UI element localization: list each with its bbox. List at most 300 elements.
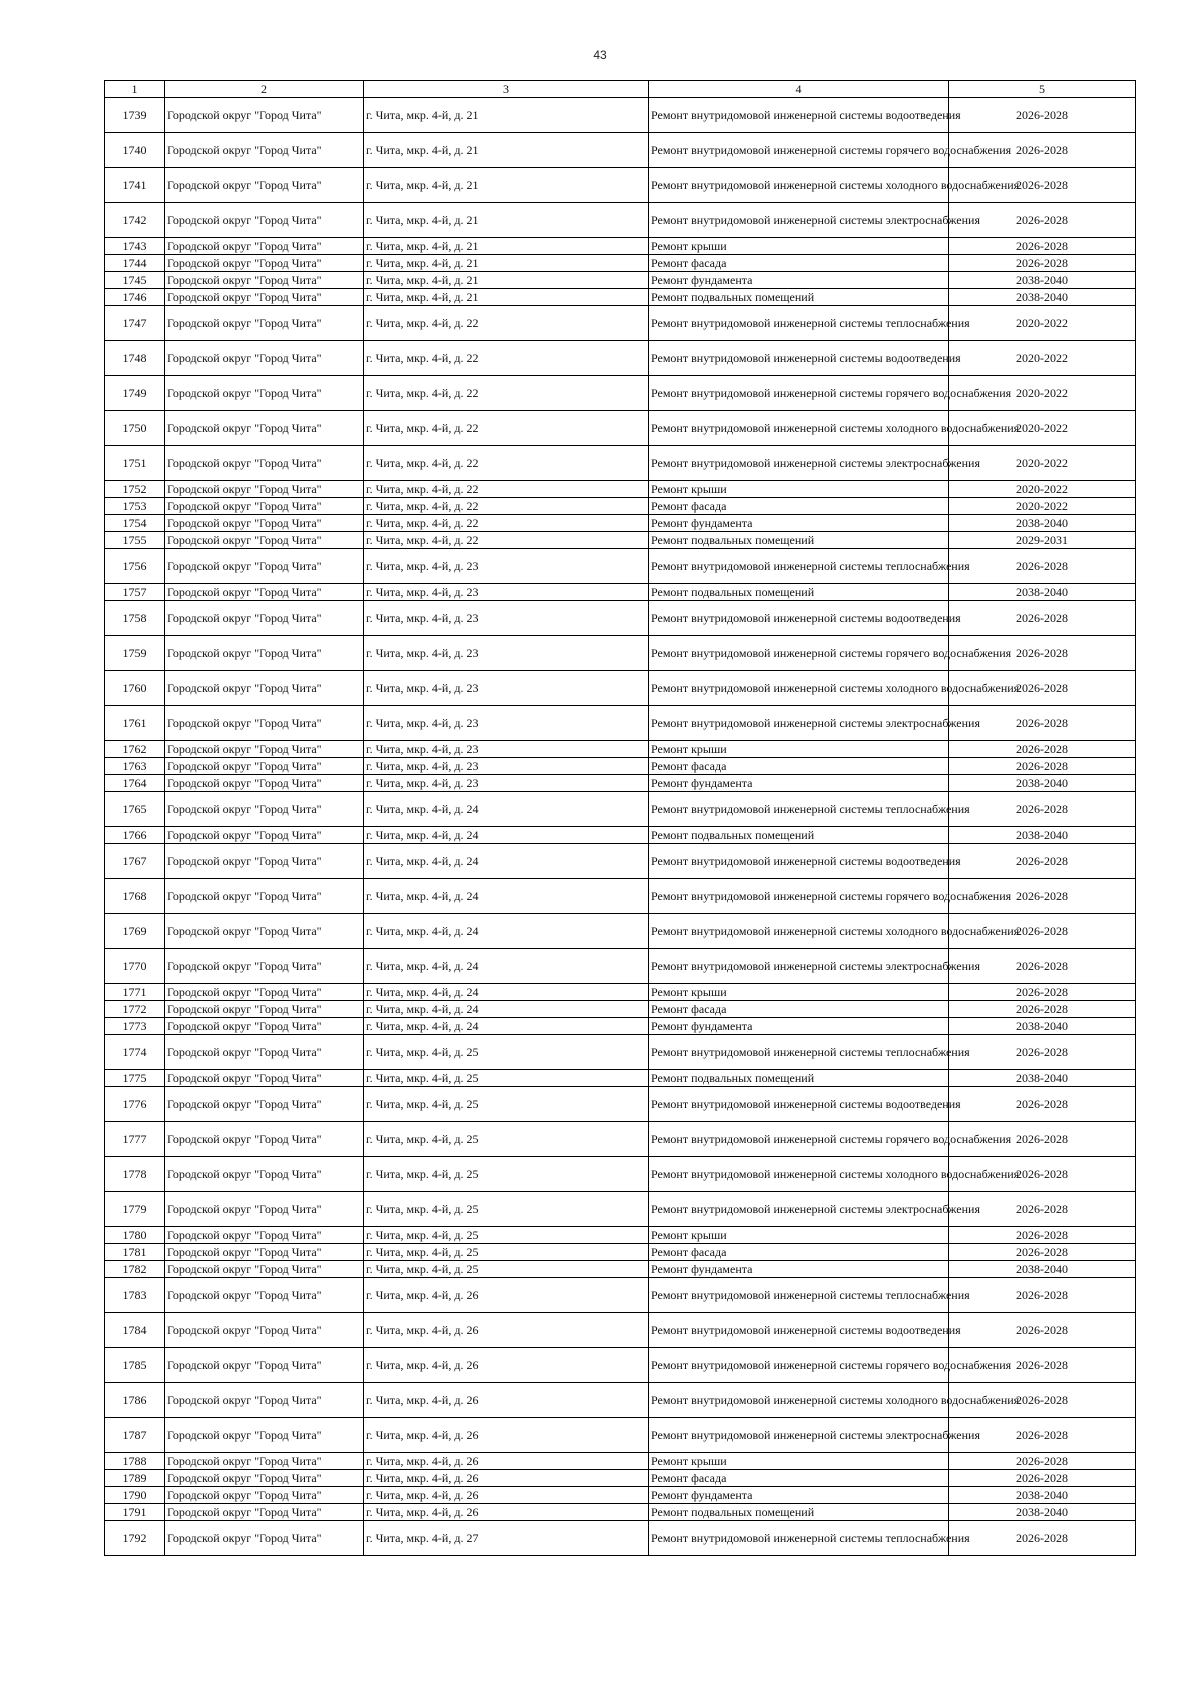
table-row: [105, 844, 1136, 879]
work-type-cell: Ремонт внутридомовой инженерной системы холодного водоснабжения: [649, 411, 949, 446]
address-cell: г. Чита, мкр. 4-й, д. 26: [364, 1313, 649, 1348]
work-type-cell: Ремонт фасада: [649, 1001, 949, 1018]
address-cell: г. Чита, мкр. 4-й, д. 22: [364, 498, 649, 515]
work-type-cell: Ремонт внутридомовой инженерной системы теплоснабжения: [649, 549, 949, 584]
row-number: 1747: [105, 306, 165, 341]
row-number: 1758: [105, 601, 165, 636]
address-cell: г. Чита, мкр. 4-й, д. 23: [364, 758, 649, 775]
municipality-cell: Городской округ "Город Чита": [165, 1018, 364, 1035]
address-cell: г. Чита, мкр. 4-й, д. 23: [364, 706, 649, 741]
table-row: [105, 1192, 1136, 1227]
table-row: [105, 203, 1136, 238]
address-cell: г. Чита, мкр. 4-й, д. 26: [364, 1383, 649, 1418]
period-cell: 2020-2022: [949, 376, 1136, 411]
work-type-cell: Ремонт внутридомовой инженерной системы теплоснабжения: [649, 792, 949, 827]
row-number: 1750: [105, 411, 165, 446]
address-cell: г. Чита, мкр. 4-й, д. 23: [364, 636, 649, 671]
municipality-cell: Городской округ "Город Чита": [165, 1261, 364, 1278]
row-number: 1765: [105, 792, 165, 827]
municipality-cell: Городской округ "Город Чита": [165, 1383, 364, 1418]
column-number-row: [105, 81, 1136, 98]
row-number: 1770: [105, 949, 165, 984]
municipality-cell: Городской округ "Город Чита": [165, 1470, 364, 1487]
row-number: 1786: [105, 1383, 165, 1418]
address-cell: г. Чита, мкр. 4-й, д. 24: [364, 914, 649, 949]
period-cell: 2026-2028: [949, 758, 1136, 775]
municipality-cell: Городской округ "Город Чита": [165, 584, 364, 601]
address-cell: г. Чита, мкр. 4-й, д. 25: [364, 1227, 649, 1244]
address-cell: г. Чита, мкр. 4-й, д. 22: [364, 515, 649, 532]
address-cell: г. Чита, мкр. 4-й, д. 25: [364, 1070, 649, 1087]
work-type-cell: Ремонт внутридомовой инженерной системы горячего водоснабжения: [649, 879, 949, 914]
period-cell: 2026-2028: [949, 255, 1136, 272]
municipality-cell: Городской округ "Город Чита": [165, 671, 364, 706]
address-cell: г. Чита, мкр. 4-й, д. 21: [364, 133, 649, 168]
row-number: 1741: [105, 168, 165, 203]
work-type-cell: Ремонт фундамента: [649, 272, 949, 289]
municipality-cell: Городской округ "Город Чита": [165, 1070, 364, 1087]
municipality-cell: Городской округ "Город Чита": [165, 272, 364, 289]
work-type-cell: Ремонт внутридомовой инженерной системы электроснабжения: [649, 203, 949, 238]
row-number: 1782: [105, 1261, 165, 1278]
work-type-cell: Ремонт внутридомовой инженерной системы горячего водоснабжения: [649, 376, 949, 411]
municipality-cell: Городской округ "Город Чита": [165, 515, 364, 532]
address-cell: г. Чита, мкр. 4-й, д. 21: [364, 238, 649, 255]
table-row: [105, 1487, 1136, 1504]
table-row: [105, 775, 1136, 792]
row-number: 1764: [105, 775, 165, 792]
municipality-cell: Городской округ "Город Чита": [165, 168, 364, 203]
period-cell: 2038-2040: [949, 1018, 1136, 1035]
table-body: [105, 98, 1136, 1556]
address-cell: г. Чита, мкр. 4-й, д. 25: [364, 1087, 649, 1122]
work-type-cell: Ремонт фасада: [649, 255, 949, 272]
row-number: 1781: [105, 1244, 165, 1261]
address-cell: г. Чита, мкр. 4-й, д. 25: [364, 1192, 649, 1227]
table-row: [105, 1278, 1136, 1313]
address-cell: г. Чита, мкр. 4-й, д. 21: [364, 255, 649, 272]
period-cell: 2026-2028: [949, 133, 1136, 168]
period-cell: 2020-2022: [949, 498, 1136, 515]
work-type-cell: Ремонт внутридомовой инженерной системы водоотведения: [649, 98, 949, 133]
table-row: [105, 671, 1136, 706]
work-type-cell: Ремонт внутридомовой инженерной системы холодного водоснабжения: [649, 1157, 949, 1192]
table-row: [105, 636, 1136, 671]
row-number: 1753: [105, 498, 165, 515]
period-cell: 2026-2028: [949, 1157, 1136, 1192]
municipality-cell: Городской округ "Город Чита": [165, 1348, 364, 1383]
table-row: [105, 706, 1136, 741]
work-type-cell: Ремонт подвальных помещений: [649, 1070, 949, 1087]
period-cell: 2026-2028: [949, 1348, 1136, 1383]
work-type-cell: Ремонт внутридомовой инженерной системы электроснабжения: [649, 1418, 949, 1453]
work-type-cell: Ремонт внутридомовой инженерной системы холодного водоснабжения: [649, 168, 949, 203]
address-cell: г. Чита, мкр. 4-й, д. 26: [364, 1504, 649, 1521]
table-row: [105, 601, 1136, 636]
work-type-cell: Ремонт крыши: [649, 1453, 949, 1470]
column-header: 2: [165, 81, 364, 98]
address-cell: г. Чита, мкр. 4-й, д. 24: [364, 844, 649, 879]
municipality-cell: Городской округ "Город Чита": [165, 827, 364, 844]
row-number: 1752: [105, 481, 165, 498]
table-row: [105, 1122, 1136, 1157]
period-cell: 2038-2040: [949, 775, 1136, 792]
address-cell: г. Чита, мкр. 4-й, д. 22: [364, 481, 649, 498]
municipality-cell: Городской округ "Город Чита": [165, 1521, 364, 1556]
period-cell: 2026-2028: [949, 1383, 1136, 1418]
table-row: [105, 792, 1136, 827]
row-number: 1788: [105, 1453, 165, 1470]
period-cell: 2026-2028: [949, 1278, 1136, 1313]
period-cell: 2026-2028: [949, 984, 1136, 1001]
work-type-cell: Ремонт внутридомовой инженерной системы теплоснабжения: [649, 1035, 949, 1070]
municipality-cell: Городской округ "Город Чита": [165, 1192, 364, 1227]
table-row: [105, 1348, 1136, 1383]
table-row: [105, 1070, 1136, 1087]
row-number: 1748: [105, 341, 165, 376]
municipality-cell: Городской округ "Город Чита": [165, 741, 364, 758]
municipality-cell: Городской округ "Город Чита": [165, 1157, 364, 1192]
period-cell: 2026-2028: [949, 792, 1136, 827]
address-cell: г. Чита, мкр. 4-й, д. 26: [364, 1278, 649, 1313]
municipality-cell: Городской округ "Город Чита": [165, 203, 364, 238]
table-row: [105, 481, 1136, 498]
municipality-cell: Городской округ "Город Чита": [165, 289, 364, 306]
row-number: 1771: [105, 984, 165, 1001]
municipality-cell: Городской округ "Город Чита": [165, 1313, 364, 1348]
row-number: 1739: [105, 98, 165, 133]
work-type-cell: Ремонт внутридомовой инженерной системы холодного водоснабжения: [649, 914, 949, 949]
work-type-cell: Ремонт внутридомовой инженерной системы водоотведения: [649, 601, 949, 636]
municipality-cell: Городской округ "Город Чита": [165, 446, 364, 481]
period-cell: 2038-2040: [949, 584, 1136, 601]
municipality-cell: Городской округ "Город Чита": [165, 481, 364, 498]
row-number: 1769: [105, 914, 165, 949]
row-number: 1751: [105, 446, 165, 481]
row-number: 1757: [105, 584, 165, 601]
work-type-cell: Ремонт внутридомовой инженерной системы теплоснабжения: [649, 1521, 949, 1556]
period-cell: 2029-2031: [949, 532, 1136, 549]
work-type-cell: Ремонт фундамента: [649, 775, 949, 792]
work-type-cell: Ремонт внутридомовой инженерной системы электроснабжения: [649, 1192, 949, 1227]
table-row: [105, 498, 1136, 515]
table-row: [105, 1313, 1136, 1348]
period-cell: 2020-2022: [949, 411, 1136, 446]
table-row: [105, 1244, 1136, 1261]
table-row: [105, 879, 1136, 914]
period-cell: 2026-2028: [949, 203, 1136, 238]
period-cell: 2026-2028: [949, 1470, 1136, 1487]
work-type-cell: Ремонт крыши: [649, 1227, 949, 1244]
period-cell: 2038-2040: [949, 289, 1136, 306]
municipality-cell: Городской округ "Город Чита": [165, 1487, 364, 1504]
address-cell: г. Чита, мкр. 4-й, д. 23: [364, 671, 649, 706]
municipality-cell: Городской округ "Город Чита": [165, 636, 364, 671]
table-row: [105, 758, 1136, 775]
municipality-cell: Городской округ "Город Чита": [165, 1244, 364, 1261]
municipality-cell: Городской округ "Город Чита": [165, 255, 364, 272]
row-number: 1755: [105, 532, 165, 549]
work-type-cell: Ремонт подвальных помещений: [649, 1504, 949, 1521]
period-cell: 2026-2028: [949, 706, 1136, 741]
row-number: 1760: [105, 671, 165, 706]
address-cell: г. Чита, мкр. 4-й, д. 25: [364, 1261, 649, 1278]
address-cell: г. Чита, мкр. 4-й, д. 24: [364, 792, 649, 827]
municipality-cell: Городской округ "Город Чита": [165, 1227, 364, 1244]
column-header: 4: [649, 81, 949, 98]
work-type-cell: Ремонт подвальных помещений: [649, 584, 949, 601]
address-cell: г. Чита, мкр. 4-й, д. 25: [364, 1035, 649, 1070]
period-cell: 2026-2028: [949, 671, 1136, 706]
period-cell: 2026-2028: [949, 1453, 1136, 1470]
period-cell: 2026-2028: [949, 1122, 1136, 1157]
work-type-cell: Ремонт внутридомовой инженерной системы холодного водоснабжения: [649, 1383, 949, 1418]
work-type-cell: Ремонт крыши: [649, 741, 949, 758]
column-header: 3: [364, 81, 649, 98]
table-row: [105, 1453, 1136, 1470]
address-cell: г. Чита, мкр. 4-й, д. 24: [364, 984, 649, 1001]
work-type-cell: Ремонт внутридомовой инженерной системы водоотведения: [649, 1313, 949, 1348]
period-cell: 2026-2028: [949, 1313, 1136, 1348]
period-cell: 2038-2040: [949, 1504, 1136, 1521]
address-cell: г. Чита, мкр. 4-й, д. 21: [364, 98, 649, 133]
row-number: 1789: [105, 1470, 165, 1487]
table-row: [105, 1504, 1136, 1521]
municipality-cell: Городской округ "Город Чита": [165, 532, 364, 549]
work-type-cell: Ремонт подвальных помещений: [649, 289, 949, 306]
table-row: [105, 1521, 1136, 1556]
work-type-cell: Ремонт внутридомовой инженерной системы электроснабжения: [649, 706, 949, 741]
period-cell: 2026-2028: [949, 741, 1136, 758]
work-type-cell: Ремонт внутридомовой инженерной системы электроснабжения: [649, 446, 949, 481]
address-cell: г. Чита, мкр. 4-й, д. 26: [364, 1470, 649, 1487]
period-cell: 2038-2040: [949, 1070, 1136, 1087]
period-cell: 2020-2022: [949, 446, 1136, 481]
address-cell: г. Чита, мкр. 4-й, д. 22: [364, 306, 649, 341]
period-cell: 2026-2028: [949, 601, 1136, 636]
row-number: 1762: [105, 741, 165, 758]
table-row: [105, 1157, 1136, 1192]
table-row: [105, 133, 1136, 168]
period-cell: 2038-2040: [949, 827, 1136, 844]
table-row: [105, 341, 1136, 376]
period-cell: 2026-2028: [949, 914, 1136, 949]
row-number: 1759: [105, 636, 165, 671]
row-number: 1785: [105, 1348, 165, 1383]
row-number: 1780: [105, 1227, 165, 1244]
work-type-cell: Ремонт фундамента: [649, 1018, 949, 1035]
municipality-cell: Городской округ "Город Чита": [165, 914, 364, 949]
row-number: 1766: [105, 827, 165, 844]
table-row: [105, 238, 1136, 255]
table-row: [105, 411, 1136, 446]
page-number: 43: [593, 48, 607, 62]
municipality-cell: Городской округ "Город Чита": [165, 949, 364, 984]
address-cell: г. Чита, мкр. 4-й, д. 23: [364, 775, 649, 792]
work-type-cell: Ремонт внутридомовой инженерной системы горячего водоснабжения: [649, 636, 949, 671]
address-cell: г. Чита, мкр. 4-й, д. 21: [364, 289, 649, 306]
municipality-cell: Городской округ "Город Чита": [165, 984, 364, 1001]
municipality-cell: Городской округ "Город Чита": [165, 1453, 364, 1470]
municipality-cell: Городской округ "Город Чита": [165, 1504, 364, 1521]
period-cell: 2026-2028: [949, 98, 1136, 133]
municipality-cell: Городской округ "Город Чита": [165, 706, 364, 741]
row-number: 1778: [105, 1157, 165, 1192]
address-cell: г. Чита, мкр. 4-й, д. 24: [364, 949, 649, 984]
municipality-cell: Городской округ "Город Чита": [165, 238, 364, 255]
table-row: [105, 1470, 1136, 1487]
period-cell: 2038-2040: [949, 1487, 1136, 1504]
address-cell: г. Чита, мкр. 4-й, д. 21: [364, 272, 649, 289]
address-cell: г. Чита, мкр. 4-й, д. 22: [364, 446, 649, 481]
row-number: 1774: [105, 1035, 165, 1070]
address-cell: г. Чита, мкр. 4-й, д. 22: [364, 341, 649, 376]
address-cell: г. Чита, мкр. 4-й, д. 25: [364, 1244, 649, 1261]
table-row: [105, 1018, 1136, 1035]
work-type-cell: Ремонт внутридомовой инженерной системы горячего водоснабжения: [649, 133, 949, 168]
table-row: [105, 1087, 1136, 1122]
row-number: 1749: [105, 376, 165, 411]
table-row: [105, 446, 1136, 481]
work-type-cell: Ремонт внутридомовой инженерной системы горячего водоснабжения: [649, 1348, 949, 1383]
work-type-cell: Ремонт фасада: [649, 758, 949, 775]
table-row: [105, 949, 1136, 984]
row-number: 1779: [105, 1192, 165, 1227]
row-number: 1772: [105, 1001, 165, 1018]
table-row: [105, 1383, 1136, 1418]
municipality-cell: Городской округ "Город Чита": [165, 376, 364, 411]
table-row: [105, 306, 1136, 341]
period-cell: 2026-2028: [949, 1087, 1136, 1122]
row-number: 1742: [105, 203, 165, 238]
row-number: 1740: [105, 133, 165, 168]
period-cell: 2026-2028: [949, 1244, 1136, 1261]
table-row: [105, 741, 1136, 758]
municipality-cell: Городской округ "Город Чита": [165, 133, 364, 168]
column-header: 1: [105, 81, 165, 98]
address-cell: г. Чита, мкр. 4-й, д. 24: [364, 879, 649, 914]
row-number: 1792: [105, 1521, 165, 1556]
period-cell: 2020-2022: [949, 481, 1136, 498]
table-row: [105, 1035, 1136, 1070]
municipality-cell: Городской округ "Город Чита": [165, 549, 364, 584]
table-row: [105, 827, 1136, 844]
municipality-cell: Городской округ "Город Чита": [165, 879, 364, 914]
address-cell: г. Чита, мкр. 4-й, д. 23: [364, 741, 649, 758]
row-number: 1784: [105, 1313, 165, 1348]
table-row: [105, 98, 1136, 133]
address-cell: г. Чита, мкр. 4-й, д. 25: [364, 1157, 649, 1192]
municipality-cell: Городской округ "Город Чита": [165, 1001, 364, 1018]
row-number: 1775: [105, 1070, 165, 1087]
municipality-cell: Городской округ "Город Чита": [165, 758, 364, 775]
row-number: 1767: [105, 844, 165, 879]
period-cell: 2038-2040: [949, 1261, 1136, 1278]
row-number: 1777: [105, 1122, 165, 1157]
period-cell: 2026-2028: [949, 949, 1136, 984]
address-cell: г. Чита, мкр. 4-й, д. 23: [364, 601, 649, 636]
table-row: [105, 1001, 1136, 1018]
row-number: 1763: [105, 758, 165, 775]
work-type-cell: Ремонт подвальных помещений: [649, 532, 949, 549]
period-cell: 2020-2022: [949, 341, 1136, 376]
municipality-cell: Городской округ "Город Чита": [165, 306, 364, 341]
work-type-cell: Ремонт внутридомовой инженерной системы теплоснабжения: [649, 1278, 949, 1313]
address-cell: г. Чита, мкр. 4-й, д. 21: [364, 203, 649, 238]
period-cell: 2026-2028: [949, 238, 1136, 255]
municipality-cell: Городской округ "Город Чита": [165, 98, 364, 133]
address-cell: г. Чита, мкр. 4-й, д. 23: [364, 584, 649, 601]
period-cell: 2038-2040: [949, 515, 1136, 532]
municipality-cell: Городской округ "Город Чита": [165, 1418, 364, 1453]
table-row: [105, 549, 1136, 584]
address-cell: г. Чита, мкр. 4-й, д. 26: [364, 1418, 649, 1453]
address-cell: г. Чита, мкр. 4-й, д. 26: [364, 1453, 649, 1470]
table-row: [105, 584, 1136, 601]
address-cell: г. Чита, мкр. 4-й, д. 26: [364, 1487, 649, 1504]
row-number: 1787: [105, 1418, 165, 1453]
municipality-cell: Городской округ "Город Чита": [165, 1122, 364, 1157]
work-type-cell: Ремонт фасада: [649, 1244, 949, 1261]
period-cell: 2026-2028: [949, 168, 1136, 203]
work-type-cell: Ремонт внутридомовой инженерной системы водоотведения: [649, 1087, 949, 1122]
table-row: [105, 1227, 1136, 1244]
work-type-cell: Ремонт фасада: [649, 1470, 949, 1487]
row-number: 1791: [105, 1504, 165, 1521]
table-row: [105, 376, 1136, 411]
work-type-cell: Ремонт внутридомовой инженерной системы водоотведения: [649, 341, 949, 376]
work-type-cell: Ремонт внутридомовой инженерной системы теплоснабжения: [649, 306, 949, 341]
row-number: 1743: [105, 238, 165, 255]
column-header: 5: [949, 81, 1136, 98]
row-number: 1783: [105, 1278, 165, 1313]
work-type-cell: Ремонт фундамента: [649, 1261, 949, 1278]
row-number: 1746: [105, 289, 165, 306]
municipality-cell: Городской округ "Город Чита": [165, 1087, 364, 1122]
municipality-cell: Городской округ "Город Чита": [165, 411, 364, 446]
period-cell: 2020-2022: [949, 306, 1136, 341]
work-type-cell: Ремонт фундамента: [649, 1487, 949, 1504]
work-type-cell: Ремонт фасада: [649, 498, 949, 515]
address-cell: г. Чита, мкр. 4-й, д. 22: [364, 532, 649, 549]
address-cell: г. Чита, мкр. 4-й, д. 25: [364, 1122, 649, 1157]
work-type-cell: Ремонт внутридомовой инженерной системы горячего водоснабжения: [649, 1122, 949, 1157]
work-type-cell: Ремонт крыши: [649, 481, 949, 498]
period-cell: 2026-2028: [949, 879, 1136, 914]
work-type-cell: Ремонт крыши: [649, 238, 949, 255]
row-number: 1768: [105, 879, 165, 914]
period-cell: 2026-2028: [949, 1035, 1136, 1070]
row-number: 1776: [105, 1087, 165, 1122]
period-cell: 2026-2028: [949, 1418, 1136, 1453]
address-cell: г. Чита, мкр. 4-й, д. 27: [364, 1521, 649, 1556]
municipality-cell: Городской округ "Город Чита": [165, 792, 364, 827]
table-row: [105, 255, 1136, 272]
period-cell: 2026-2028: [949, 1001, 1136, 1018]
period-cell: 2026-2028: [949, 844, 1136, 879]
table-row: [105, 289, 1136, 306]
table-row: [105, 515, 1136, 532]
address-cell: г. Чита, мкр. 4-й, д. 22: [364, 411, 649, 446]
address-cell: г. Чита, мкр. 4-й, д. 24: [364, 1018, 649, 1035]
row-number: 1745: [105, 272, 165, 289]
table-row: [105, 1418, 1136, 1453]
row-number: 1744: [105, 255, 165, 272]
address-cell: г. Чита, мкр. 4-й, д. 24: [364, 827, 649, 844]
address-cell: г. Чита, мкр. 4-й, д. 24: [364, 1001, 649, 1018]
municipality-cell: Городской округ "Город Чита": [165, 601, 364, 636]
work-type-cell: Ремонт внутридомовой инженерной системы водоотведения: [649, 844, 949, 879]
